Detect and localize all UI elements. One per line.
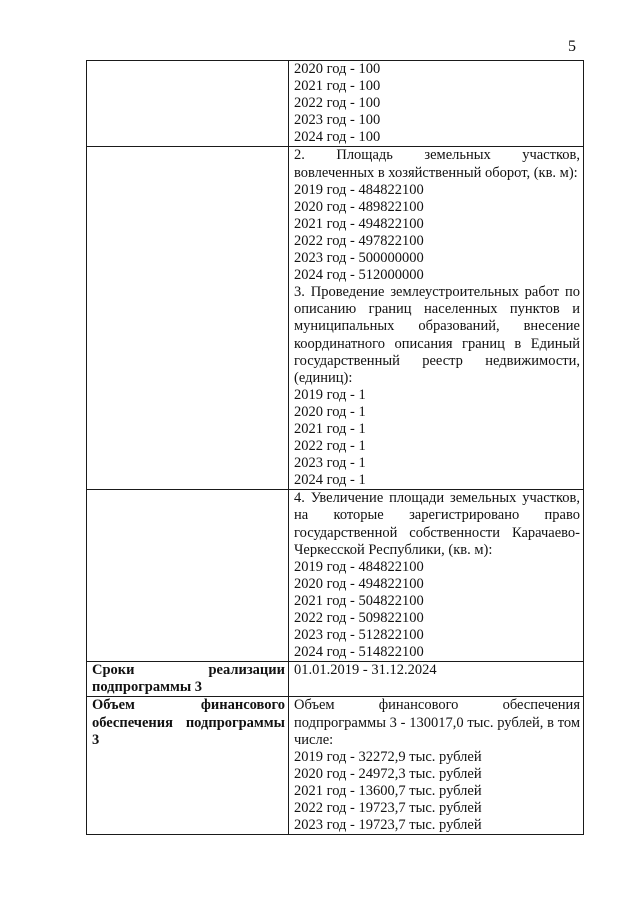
year-value: 2024 год - 512000000 (294, 267, 424, 284)
indicator-2-cell (289, 147, 584, 490)
funding-label: Объем финансового обеспечения подпрограммы 3 (87, 697, 289, 835)
indicator-2-title: 2. Площадь земельных участков, вовлеченных в хозяйственный оборот, (кв. м): (294, 147, 580, 181)
indicator-1-values-cell (289, 61, 584, 147)
year-value: 2021 год - 13600,7 тыс. рублей (294, 782, 482, 799)
subprogram-passport-table (86, 60, 584, 835)
year-value: 2023 год - 500000000 (294, 250, 424, 267)
year-value: 2022 год - 100 (294, 95, 381, 112)
year-value: 2022 год - 497822100 (294, 232, 424, 249)
year-value: 2022 год - 1 (294, 438, 366, 455)
year-value: 2019 год - 1 (294, 386, 366, 403)
indicator-4-cell (289, 490, 584, 662)
empty-label-cell (87, 61, 289, 147)
year-value: 2020 год - 494822100 (294, 575, 424, 592)
year-value: 2022 год - 19723,7 тыс. рублей (294, 800, 482, 817)
funding-intro: Объем финансового обеспечения подпрограммы 3 - 130017,0 тыс. рублей, в том числе: (294, 697, 580, 748)
year-value: 2020 год - 100 (294, 61, 381, 77)
year-value: 2020 год - 489822100 (294, 198, 424, 215)
year-value: 2019 год - 484822100 (294, 558, 424, 575)
year-value: 2021 год - 504822100 (294, 592, 424, 609)
year-value: 2019 год - 484822100 (294, 181, 424, 198)
funding-cell (289, 697, 584, 835)
year-value: 2024 год - 514822100 (294, 644, 424, 661)
year-value: 2024 год - 1 (294, 472, 366, 489)
timeline-label: Сроки реализации подпрограммы 3 (87, 662, 289, 697)
year-value: 2023 год - 100 (294, 112, 381, 129)
year-value: 2022 год - 509822100 (294, 610, 424, 626)
page-number: 5 (568, 38, 576, 55)
year-value: 2024 год - 100 (294, 129, 381, 146)
indicator-3-title: 3. Проведение землеустроительных работ по описанию границ населенных пунктов и муниципальных образований, внесение координатного описания границ в Единый государственный реестр недвижимости, (единиц): (294, 284, 580, 386)
year-value: 2023 год - 19723,7 тыс. рублей (294, 817, 482, 834)
timeline-row (87, 662, 584, 697)
indicator-2-row (87, 147, 584, 490)
indicator-4-row (87, 490, 584, 662)
year-value: 2019 год - 32272,9 тыс. рублей (294, 748, 482, 765)
empty-label-cell (87, 490, 289, 662)
year-value: 2020 год - 1 (294, 403, 366, 420)
year-value: 2023 год - 512822100 (294, 627, 424, 644)
indicator-4-title: 4. Увеличение площади земельных участков, на которые зарегистрировано право государственной собственности Карачаево-Черкесской Республики, (кв. м): (294, 490, 580, 558)
year-value: 2021 год - 494822100 (294, 215, 424, 232)
timeline-value: 01.01.2019 - 31.12.2024 (289, 662, 584, 697)
empty-label-cell (87, 147, 289, 490)
year-value: 2021 год - 100 (294, 78, 381, 95)
indicators-continued-row (87, 61, 584, 147)
funding-row (87, 697, 584, 835)
year-value: 2020 год - 24972,3 тыс. рублей (294, 765, 482, 782)
year-value: 2021 год - 1 (294, 420, 366, 437)
year-value: 2023 год - 1 (294, 455, 366, 472)
